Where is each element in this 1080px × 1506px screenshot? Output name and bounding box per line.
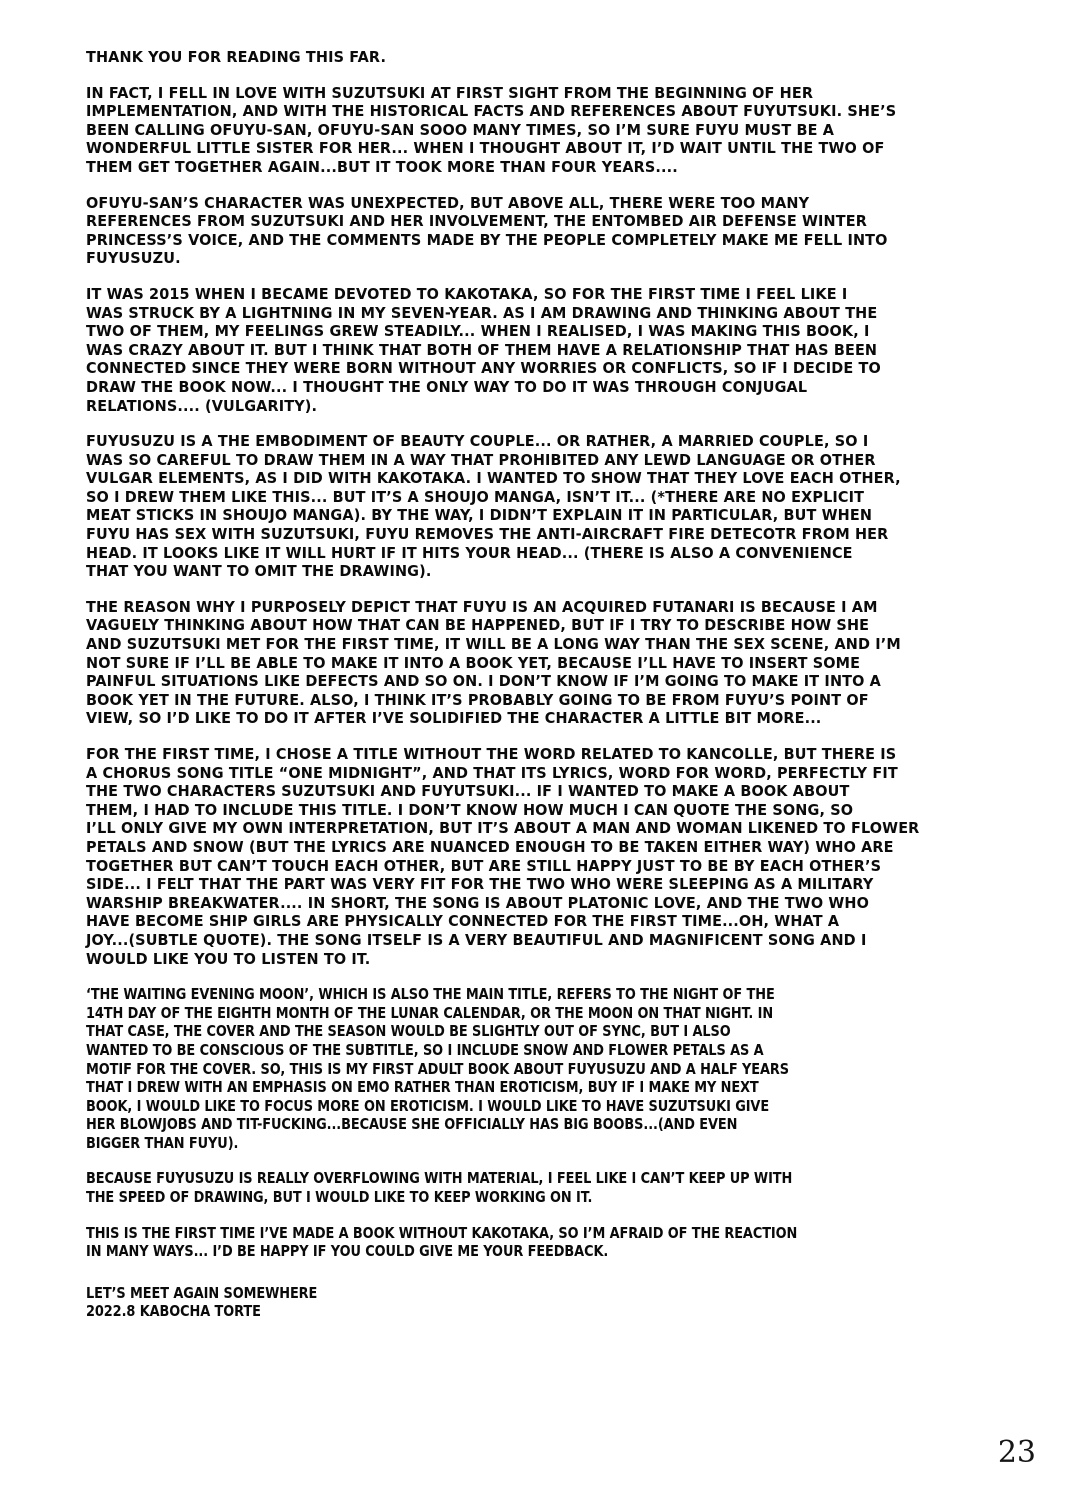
text-line: THAT I DREW WITH AN EMPHASIS ON EMO RATHER THAN EROTICISM, BUY IF I MAKE MY NEXT bbox=[86, 1078, 759, 1097]
text-line: ‘THE WAITING EVENING MOON’, WHICH IS ALSO THE MAIN TITLE, REFERS TO THE NIGHT OF THE bbox=[86, 985, 775, 1004]
text-line: IMPLEMENTATION, AND WITH THE HISTORICAL FACTS AND REFERENCES ABOUT FUYUTSUKI. SHE’S bbox=[86, 102, 897, 121]
text-line: BOOK, I WOULD LIKE TO FOCUS MORE ON EROTICISM. I WOULD LIKE TO HAVE SUZUTSUKI GIVE bbox=[86, 1096, 770, 1115]
text-line: TWO OF THEM, MY FEELINGS GREW STEADILY... WHEN I REALISED, I WAS MAKING THIS BOOK, I bbox=[86, 322, 870, 341]
signature-text bbox=[86, 1284, 966, 1321]
page-number: 23 bbox=[997, 1435, 1036, 1470]
text-line: IN FACT, I FELL IN LOVE WITH SUZUTSUKI AT FIRST SIGHT FROM THE BEGINNING OF HER bbox=[86, 83, 814, 102]
paragraph-it-was-2015 bbox=[86, 285, 966, 415]
text-line: FUYU HAS SEX WITH SUZUTSUKI, FUYU REMOVES THE ANTI-AIRCRAFT FIRE DETECOTR FROM HER bbox=[86, 525, 889, 544]
text-line: WAS SO CAREFUL TO DRAW THEM IN A WAY THAT PROHIBITED ANY LEWD LANGUAGE OR OTHER bbox=[86, 450, 876, 469]
paragraph-acquired-futanari bbox=[86, 598, 966, 728]
text-line: THEM GET TOGETHER AGAIN...BUT IT TOOK MORE THAN FOUR YEARS.... bbox=[86, 157, 678, 176]
text-line: PRINCESS’S VOICE, AND THE COMMENTS MADE BY THE PEOPLE COMPLETELY MAKE ME FELL INTO bbox=[86, 230, 888, 249]
paragraph-title-one-midnight bbox=[86, 745, 966, 968]
text-line: FUYUSUZU IS A THE EMBODIMENT OF BEAUTY COUPLE... OR RATHER, A MARRIED COUPLE, SO I bbox=[86, 432, 869, 451]
text-line: LET’S MEET AGAIN SOMEWHERE bbox=[86, 1283, 318, 1302]
text-line: JOY...(SUBTLE QUOTE). THE SONG ITSELF IS A VERY BEAUTIFUL AND MAGNIFICENT SONG AND I bbox=[86, 930, 867, 949]
text-line: THE TWO CHARACTERS SUZUTSUKI AND FUYUTSUKI... IF I WANTED TO MAKE A BOOK ABOUT bbox=[86, 782, 850, 801]
text-line: THE SPEED OF DRAWING, BUT I WOULD LIKE TO KEEP WORKING ON IT. bbox=[86, 1188, 593, 1207]
text-line: AND SUZUTSUKI MET FOR THE FIRST TIME, IT WILL BE A LONG WAY THAN THE SEX SCENE, AND I’M bbox=[86, 635, 901, 654]
text-line: IN MANY WAYS... I’D BE HAPPY IF YOU COULD GIVE ME YOUR FEEDBACK. bbox=[86, 1242, 609, 1261]
text-line: THIS IS THE FIRST TIME I’VE MADE A BOOK WITHOUT KAKOTAKA, SO I’M AFRAID OF THE REACTION bbox=[86, 1223, 798, 1242]
paragraph-first-book-without-kakotaka bbox=[86, 1224, 966, 1261]
paragraph-thanks bbox=[86, 48, 966, 67]
text-line: CONNECTED SINCE THEY WERE BORN WITHOUT ANY WORRIES OR CONFLICTS, SO IF I DECIDE TO bbox=[86, 359, 881, 378]
paragraph-waiting-evening-moon bbox=[86, 985, 966, 1152]
text-line: WANTED TO BE CONSCIOUS OF THE SUBTITLE, SO I INCLUDE SNOW AND FLOWER PETALS AS A bbox=[86, 1040, 764, 1059]
text-line: WONDERFUL LITTLE SISTER FOR HER... WHEN I THOUGHT ABOUT IT, I’D WAIT UNTIL THE TWO OF bbox=[86, 139, 885, 158]
text-line: A CHORUS SONG TITLE “ONE MIDNIGHT”, AND THAT ITS LYRICS, WORD FOR WORD, PERFECTLY FIT bbox=[86, 763, 898, 782]
text-line: NOT SURE IF I’LL BE ABLE TO MAKE IT INTO A BOOK YET, BECAUSE I’LL HAVE TO INSERT SOME bbox=[86, 653, 861, 672]
text-line: THEM, I HAD TO INCLUDE THIS TITLE. I DON’T KNOW HOW MUCH I CAN QUOTE THE SONG, SO bbox=[86, 800, 854, 819]
signature-block bbox=[86, 1284, 966, 1321]
text-line: PAINFUL SITUATIONS LIKE DEFECTS AND SO ON. I DON’T KNOW IF I’M GOING TO MAKE IT INTO A bbox=[86, 672, 881, 691]
text-line: THANK YOU FOR READING THIS FAR. bbox=[86, 48, 387, 66]
text-line: BECAUSE FUYUSUZU IS REALLY OVERFLOWING WITH MATERIAL, I FEEL LIKE I CAN’T KEEP UP WITH bbox=[86, 1169, 793, 1188]
text-line: SIDE... I FELT THAT THE PART WAS VERY FIT FOR THE TWO WHO WERE SLEEPING AS A MILITARY bbox=[86, 875, 874, 894]
text-line: RELATIONS.... (VULGARITY). bbox=[86, 396, 318, 415]
text-line: IT WAS 2015 WHEN I BECAME DEVOTED TO KAKOTAKA, SO FOR THE FIRST TIME I FEEL LIKE I bbox=[86, 284, 848, 303]
text-line: MEAT STICKS IN SHOUJO MANGA). BY THE WAY, I DIDN’T EXPLAIN IT IN PARTICULAR, BUT WHEN bbox=[86, 506, 873, 525]
text-line: VIEW, SO I’D LIKE TO DO IT AFTER I’VE SOLIDIFIED THE CHARACTER A LITTLE BIT MORE... bbox=[86, 709, 822, 728]
text-line: HEAD. IT LOOKS LIKE IT WILL HURT IF IT HITS YOUR HEAD... (THERE IS ALSO A CONVENIENCE bbox=[86, 543, 853, 562]
text-line: WAS CRAZY ABOUT IT. BUT I THINK THAT BOTH OF THEM HAVE A RELATIONSHIP THAT HAS BEEN bbox=[86, 340, 878, 359]
text-line: WARSHIP BREAKWATER.... IN SHORT, THE SONG IS ABOUT PLATONIC LOVE, AND THE TWO WHO bbox=[86, 893, 870, 912]
text-line: HAVE BECOME SHIP GIRLS ARE PHYSICALLY CONNECTED FOR THE FIRST TIME...OH, WHAT A bbox=[86, 912, 840, 931]
text-line: WOULD LIKE YOU TO LISTEN TO IT. bbox=[86, 949, 371, 968]
text-line: FOR THE FIRST TIME, I CHOSE A TITLE WITHOUT THE WORD RELATED TO KANCOLLE, BUT THERE IS bbox=[86, 745, 897, 763]
text-line: BIGGER THAN FUYU). bbox=[86, 1133, 239, 1152]
text-line: VAGUELY THINKING ABOUT HOW THAT CAN BE HAPPENED, BUT IF I TRY TO DESCRIBE HOW SHE bbox=[86, 616, 870, 635]
text-line: 14TH DAY OF THE EIGHTH MONTH OF THE LUNAR CALENDAR, OR THE MOON ON THAT NIGHT. IN bbox=[86, 1003, 774, 1022]
paragraph-fuyusuzu-beauty-couple bbox=[86, 432, 966, 581]
text-line: THAT CASE, THE COVER AND THE SEASON WOULD BE SLIGHTLY OUT OF SYNC, BUT I ALSO bbox=[86, 1022, 731, 1041]
text-line: OFUYU-SAN’S CHARACTER WAS UNEXPECTED, BUT ABOVE ALL, THERE WERE TOO MANY bbox=[86, 193, 810, 212]
text-line: REFERENCES FROM SUZUTSUKI AND HER INVOLVEMENT, THE ENTOMBED AIR DEFENSE WINTER bbox=[86, 212, 867, 231]
text-line: MOTIF FOR THE COVER. SO, THIS IS MY FIRST ADULT BOOK ABOUT FUYUSUZU AND A HALF YEARS bbox=[86, 1059, 789, 1078]
text-line: VULGAR ELEMENTS, AS I DID WITH KAKOTAKA. I WANTED TO SHOW THAT THEY LOVE EACH OTHER, bbox=[86, 469, 901, 488]
text-line: THE REASON WHY I PURPOSELY DEPICT THAT FUYU IS AN ACQUIRED FUTANARI IS BECAUSE I AM bbox=[86, 597, 878, 616]
text-line: TOGETHER BUT CAN’T TOUCH EACH OTHER, BUT ARE STILL HAPPY JUST TO BE BY EACH OTHER’S bbox=[86, 856, 882, 875]
text-line: PETALS AND SNOW (BUT THE LYRICS ARE NUANCED ENOUGH TO BE TAKEN EITHER WAY) WHO ARE bbox=[86, 837, 894, 856]
paragraph-ofuyu-character bbox=[86, 194, 966, 268]
text-line: FUYUSUZU. bbox=[86, 249, 181, 268]
paragraph-in-fact bbox=[86, 84, 966, 177]
text-line: BEEN CALLING OFUYU-SAN, OFUYU-SAN SOOO MANY TIMES, SO I’M SURE FUYU MUST BE A bbox=[86, 120, 835, 139]
text-line: THAT YOU WANT TO OMIT THE DRAWING). bbox=[86, 562, 432, 581]
text-line: DRAW THE BOOK NOW... I THOUGHT THE ONLY WAY TO DO IT WAS THROUGH CONJUGAL bbox=[86, 377, 808, 396]
afterword-text-column bbox=[86, 48, 966, 1321]
paragraph-overflowing-material bbox=[86, 1169, 966, 1206]
text-line: I’LL ONLY GIVE MY OWN INTERPRETATION, BUT IT’S ABOUT A MAN AND WOMAN LIKENED TO FLOWER bbox=[86, 819, 920, 838]
text-line: WAS STRUCK BY A LIGHTNING IN MY SEVEN-YEAR. AS I AM DRAWING AND THINKING ABOUT THE bbox=[86, 303, 878, 322]
text-line: 2022.8 KABOCHA TORTE bbox=[86, 1302, 261, 1321]
text-line: SO I DREW THEM LIKE THIS... BUT IT’S A SHOUJO MANGA, ISN’T IT... (*THERE ARE NO EXPLICIT bbox=[86, 487, 865, 506]
text-line: HER BLOWJOBS AND TIT-FUCKING...BECAUSE SHE OFFICIALLY HAS BIG BOOBS...(AND EVEN bbox=[86, 1115, 738, 1134]
paragraph-list bbox=[86, 48, 966, 1261]
text-line: BOOK YET IN THE FUTURE. ALSO, I THINK IT’S PROBABLY GOING TO BE FROM FUYU’S POINT OF bbox=[86, 690, 869, 709]
